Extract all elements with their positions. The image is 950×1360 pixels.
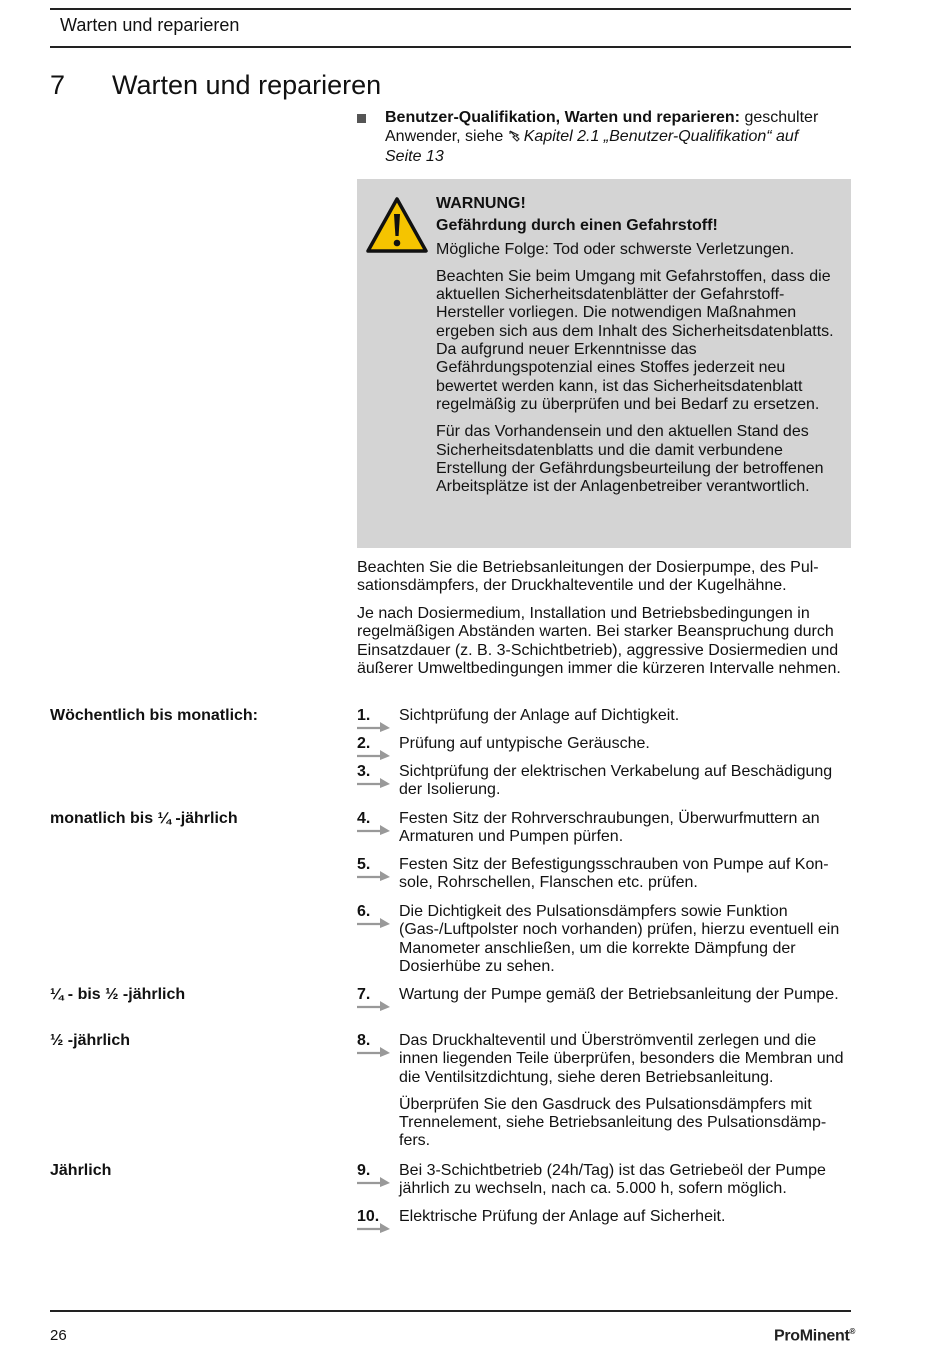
step-number: 3. <box>357 763 371 780</box>
step-3 <box>357 763 851 800</box>
body-paragraph-2: Je nach Dosiermedium, Installation und Betriebsbedingungen in regelmäßigen Abständen warten. Bei starker Beanspruchung durch Einsatzdauer (z. B. 3-Schichtbetrieb), aggressive Dosiermedien und äußerer Umweltbedingungen immer die kürzeren Intervalle nehmen. <box>357 605 841 677</box>
prominent-logo: ProMinent® <box>774 1327 856 1345</box>
step-7 <box>357 986 851 1004</box>
step-1 <box>357 707 851 725</box>
step-text: Sichtprüfung der elektrischen Verkabelung auf Beschädigung der Isolierung. <box>399 763 833 799</box>
warning-triangle-icon <box>365 196 429 254</box>
step-number: 5. <box>357 856 371 873</box>
step-number: 2. <box>357 735 371 752</box>
warning-title: WARNUNG! <box>436 195 526 212</box>
step-text: Sichtprüfung der Anlage auf Dichtigkeit. <box>399 707 680 724</box>
running-head: Warten und reparieren <box>60 15 240 35</box>
body-paragraph-1: Beachten Sie die Betriebsanleitungen der Dosierpumpe, des Pulsationsdämpfers, der Druckhalteventile und der Kugelhähne. <box>357 559 819 595</box>
step-10 <box>357 1208 851 1226</box>
interval-label-yearly: Jährlich <box>50 1162 112 1179</box>
step-5 <box>357 856 851 893</box>
step-text: Die Dichtigkeit des Pulsationsdämpfers sowie Funktion (Gas-/Luftpolster noch vorhanden) prüfen, hierzu eventuell ein Manometer anschließen, um die korrekte Dämpfung der Dosierhübe zu sehen. <box>399 903 840 975</box>
warning-subtitle: Gefährdung durch einen Gefahrstoff! <box>436 217 718 235</box>
step-9 <box>357 1162 851 1199</box>
step-text: Wartung der Pumpe gemäß der Betriebsanleitung der Pumpe. <box>399 986 839 1003</box>
warning-consequence: Mögliche Folge: Tod oder schwerste Verletzungen. <box>436 240 795 258</box>
step-text: Prüfung auf untypische Geräusche. <box>399 735 650 752</box>
step-extra-text: Überprüfen Sie den Gasdruck des Pulsationsdämpfers mit Trennelement, siehe Betriebsanleitung des Pulsationsdämpfers. <box>399 1095 827 1150</box>
interval-label-weekly: Wöchentlich bis monatlich: <box>50 707 259 724</box>
step-number: 8. <box>357 1032 371 1049</box>
square-bullet-icon <box>357 114 366 123</box>
step-8 <box>357 1032 851 1151</box>
step-text: Festen Sitz der Befestigungsschrauben von Pumpe auf Konsole, Rohrschellen, Flanschen etc. prüfen. <box>399 856 829 892</box>
page-number: 26 <box>50 1327 67 1344</box>
step-number: 1. <box>357 707 371 724</box>
header-top-rule <box>50 8 851 10</box>
step-4 <box>357 810 851 847</box>
step-text: Elektrische Prüfung der Anlage auf Sicherheit. <box>399 1208 726 1225</box>
step-2 <box>357 735 851 753</box>
chapter-title: Warten und reparieren <box>112 70 382 100</box>
warning-paragraph-1: Beachten Sie beim Umgang mit Gefahrstoffen, dass die aktuellen Sicherheitsdatenblätter der Gefahrstoff-Hersteller vorliegen. Die notwendigen Maßnahmen ergeben sich aus dem Inhalt des Sicherheitsdatenblatts. Da aufgrund neuer Erkenntnisse das Gefährdungspotenzial eines Stoffes jederzeit neu bewertet werden kann, ist das Sicherheitsdatenblatt regelmäßig zu überprüfen und bei Bedarf zu ersetzen. <box>436 267 834 413</box>
qualification-text: geschulter Anwender, siehe <box>385 109 819 145</box>
interval-label-halfyearly: ½ -jährlich <box>50 1032 131 1049</box>
chapter-number: 7 <box>50 70 66 100</box>
step-number: 6. <box>357 903 371 920</box>
step-text: Festen Sitz der Rohrverschraubungen, Überwurfmuttern an Armaturen und Pumpen pürfen. <box>399 810 820 846</box>
step-number: 4. <box>357 810 371 827</box>
hand-pointer-icon <box>508 129 524 149</box>
step-number: 10. <box>357 1208 380 1225</box>
step-number: 7. <box>357 986 371 1003</box>
warning-paragraph-2: Für das Vorhandensein und den aktuellen Stand des Sicherheitsdatenblatts und die damit verbundene Erstellung der Gefährdungsbeurteilung der betroffenen Arbeitsplätze ist der Anlagenbetreiber verantwortlich. <box>436 423 824 496</box>
step-text: Bei 3-Schichtbetrieb (24h/Tag) ist das Getriebeöl der Pumpe jährlich zu wechseln, nach ca. 5.000 h, sofern möglich. <box>399 1162 826 1198</box>
interval-label-quarterly: ¼ - bis ½ -jährlich <box>50 986 186 1003</box>
footer-rule <box>50 1310 851 1312</box>
step-number: 9. <box>357 1162 371 1179</box>
qualification-label: Benutzer-Qualifikation, Warten und reparieren: <box>385 109 741 126</box>
header-bottom-rule <box>50 46 851 48</box>
step-6 <box>357 903 851 976</box>
qualification-note <box>357 109 837 167</box>
step-text: Das Druckhalteventil und Überströmventil zerlegen und die innen liegenden Teile überprüfen, besonders die Membran und die Ventilsitzdichtung, siehe deren Betriebsanleitung. <box>399 1032 844 1086</box>
interval-label-monthly: monatlich bis ¼ -jährlich <box>50 810 238 827</box>
chapter-reference-link[interactable]: Kapitel 2.1 „Benutzer-Qualifikation“ auf Seite 13 <box>385 127 799 165</box>
warning-box <box>357 179 851 548</box>
